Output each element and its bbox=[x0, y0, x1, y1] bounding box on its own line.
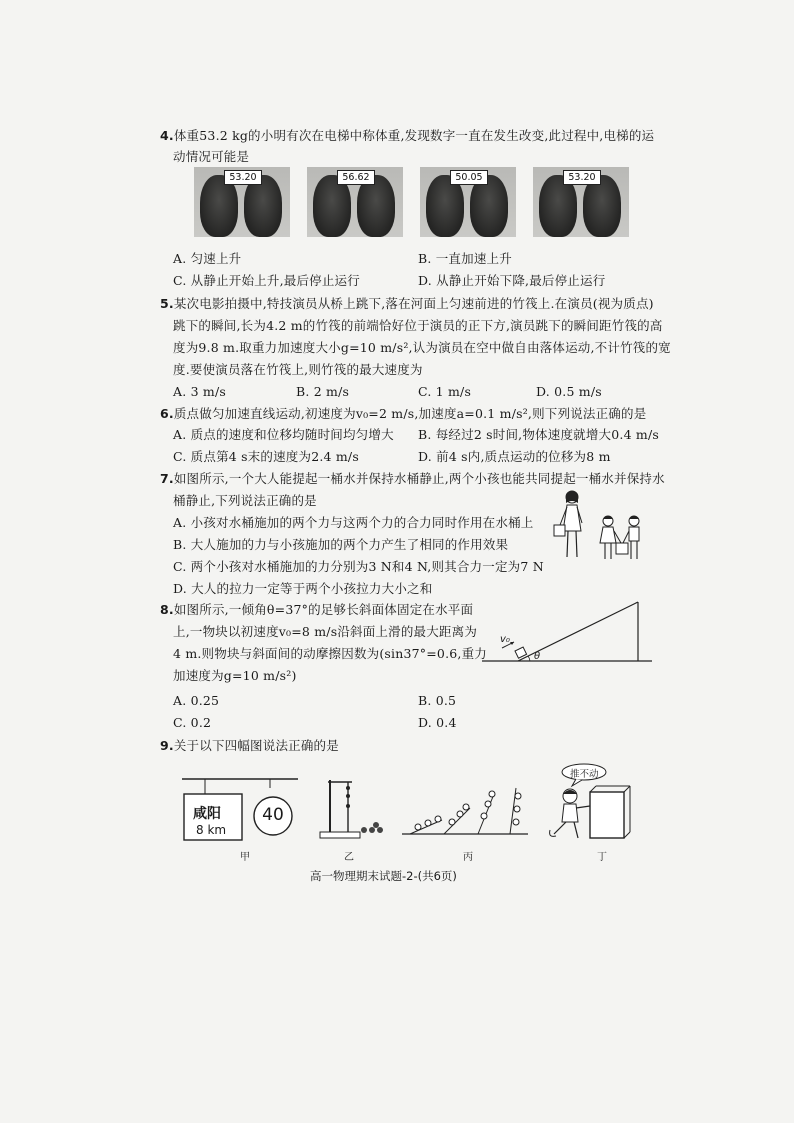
q5-option-c: C. 1 m/s bbox=[418, 384, 472, 399]
q8-option-c: C. 0.2 bbox=[173, 715, 212, 730]
q4-number: 4. bbox=[160, 128, 174, 143]
q7-number: 7. bbox=[160, 471, 174, 486]
scale-photo-1 bbox=[194, 167, 290, 237]
scale-reading-1: 53.20 bbox=[224, 170, 262, 185]
q7-text-2: 桶静止,下列说法正确的是 bbox=[173, 493, 317, 508]
q4-text-1: 体重53.2 kg的小明有次在电梯中称体重,发现数字一直在发生改变,此过程中,电梯的运 bbox=[173, 128, 655, 143]
carrying-water-figure bbox=[552, 487, 652, 567]
scale-reading-3: 50.05 bbox=[450, 170, 488, 185]
scale-photo-3 bbox=[420, 167, 516, 237]
q5-text-3: 度为9.8 m.取重力加速度大小g=10 m/s²,认为演员在空中做自由落体运动,不计竹筏的宽 bbox=[173, 340, 671, 355]
q8-option-a: A. 0.25 bbox=[173, 693, 220, 708]
q5-text-1: 某次电影拍摄中,特技演员从桥上跳下,落在河面上匀速前进的竹筏上.在演员(视为质点) bbox=[173, 296, 654, 311]
scale-reading-2: 56.62 bbox=[337, 170, 375, 185]
q4-option-b: B. 一直加速上升 bbox=[418, 251, 512, 266]
q6-option-d: D. 前4 s内,质点运动的位移为8 m bbox=[418, 449, 611, 464]
q8-text-1: 如图所示,一倾角θ=37°的足够长斜面体固定在水平面 bbox=[173, 602, 474, 617]
page-footer: 高一物理期末试题-2-(共6页) bbox=[310, 869, 457, 883]
q4-line-1 bbox=[160, 128, 654, 144]
q4-option-a: A. 匀速上升 bbox=[173, 251, 242, 266]
q5-option-a: A. 3 m/s bbox=[173, 384, 226, 399]
q7-option-a: A. 小孩对水桶施加的两个力与这两个力的合力同时作用在水桶上 bbox=[173, 515, 534, 530]
figure-label-bing: 丙 bbox=[463, 852, 473, 863]
speed-limit: 40 bbox=[262, 805, 284, 825]
scale-photo-2 bbox=[307, 167, 403, 237]
q8-number: 8. bbox=[160, 602, 174, 617]
stand-figure bbox=[318, 774, 390, 840]
speech-bubble-text: 推不动 bbox=[570, 769, 599, 780]
q6-text-1: 质点做匀加速直线运动,初速度为v₀=2 m/s,加速度a=0.1 m/s²,则下列说法正确的是 bbox=[173, 406, 647, 421]
q7-text-1: 如图所示,一个大人能提起一桶水并保持水桶静止,两个小孩也能共同提起一桶水并保持水 bbox=[173, 471, 665, 486]
figure-label-yi: 乙 bbox=[344, 852, 354, 863]
q8-text-4: 加速度为g=10 m/s²) bbox=[173, 668, 297, 683]
q9-text-1: 关于以下四幅图说法正确的是 bbox=[173, 738, 339, 753]
q6-option-c: C. 质点第4 s末的速度为2.4 m/s bbox=[173, 449, 359, 464]
figure-label-ding: 丁 bbox=[597, 852, 607, 863]
q6-line-1 bbox=[160, 406, 646, 422]
q7-option-d: D. 大人的拉力一定等于两个小孩拉力大小之和 bbox=[173, 581, 433, 596]
scale-photo-4 bbox=[533, 167, 629, 237]
q7-line-1 bbox=[160, 471, 665, 487]
q6-option-b: B. 每经过2 s时间,物体速度就增大0.4 m/s bbox=[418, 427, 659, 442]
q8-text-2: 上,一物块以初速度v₀=8 m/s沿斜面上滑的最大距离为 bbox=[173, 624, 478, 639]
q5-text-2: 跳下的瞬间,长为4.2 m的竹筏的前端恰好位于演员的正下方,演员跳下的瞬间距竹筏的高 bbox=[173, 318, 663, 333]
q4-option-d: D. 从静止开始下降,最后停止运行 bbox=[418, 273, 606, 288]
scale-reading-4: 53.20 bbox=[563, 170, 601, 185]
sign-city: 咸阳 bbox=[193, 806, 221, 822]
q5-option-d: D. 0.5 m/s bbox=[536, 384, 602, 399]
q5-number: 5. bbox=[160, 296, 174, 311]
q6-option-a: A. 质点的速度和位移均随时间均匀增大 bbox=[173, 427, 394, 442]
q9-line-1 bbox=[160, 738, 339, 754]
q7-option-b: B. 大人施加的力与小孩施加的两个力产生了相同的作用效果 bbox=[173, 537, 509, 552]
q8-line-1 bbox=[160, 602, 473, 618]
q5-line-1 bbox=[160, 296, 654, 312]
v0-label: v₀ bbox=[500, 634, 510, 645]
q8-option-b: B. 0.5 bbox=[418, 693, 457, 708]
q5-option-b: B. 2 m/s bbox=[296, 384, 350, 399]
theta-label: θ bbox=[534, 651, 541, 662]
sign-distance: 8 km bbox=[196, 823, 227, 837]
incline-balls-figure bbox=[400, 776, 530, 838]
q8-text-3: 4 m.则物块与斜面间的动摩擦因数为(sin37°=0.6,重力 bbox=[173, 646, 487, 661]
figure-label-jia: 甲 bbox=[240, 852, 250, 863]
q4-option-c: C. 从静止开始上升,最后停止运行 bbox=[173, 273, 360, 288]
q6-number: 6. bbox=[160, 406, 174, 421]
q9-number: 9. bbox=[160, 738, 174, 753]
q4-text-2: 动情况可能是 bbox=[173, 149, 250, 164]
q8-option-d: D. 0.4 bbox=[418, 715, 457, 730]
incline-figure bbox=[478, 598, 654, 666]
q5-text-4: 度.要使演员落在竹筏上,则竹筏的最大速度为 bbox=[173, 362, 423, 377]
q7-option-c: C. 两个小孩对水桶施加的力分别为3 N和4 N,则其合力一定为7 N bbox=[173, 559, 544, 574]
